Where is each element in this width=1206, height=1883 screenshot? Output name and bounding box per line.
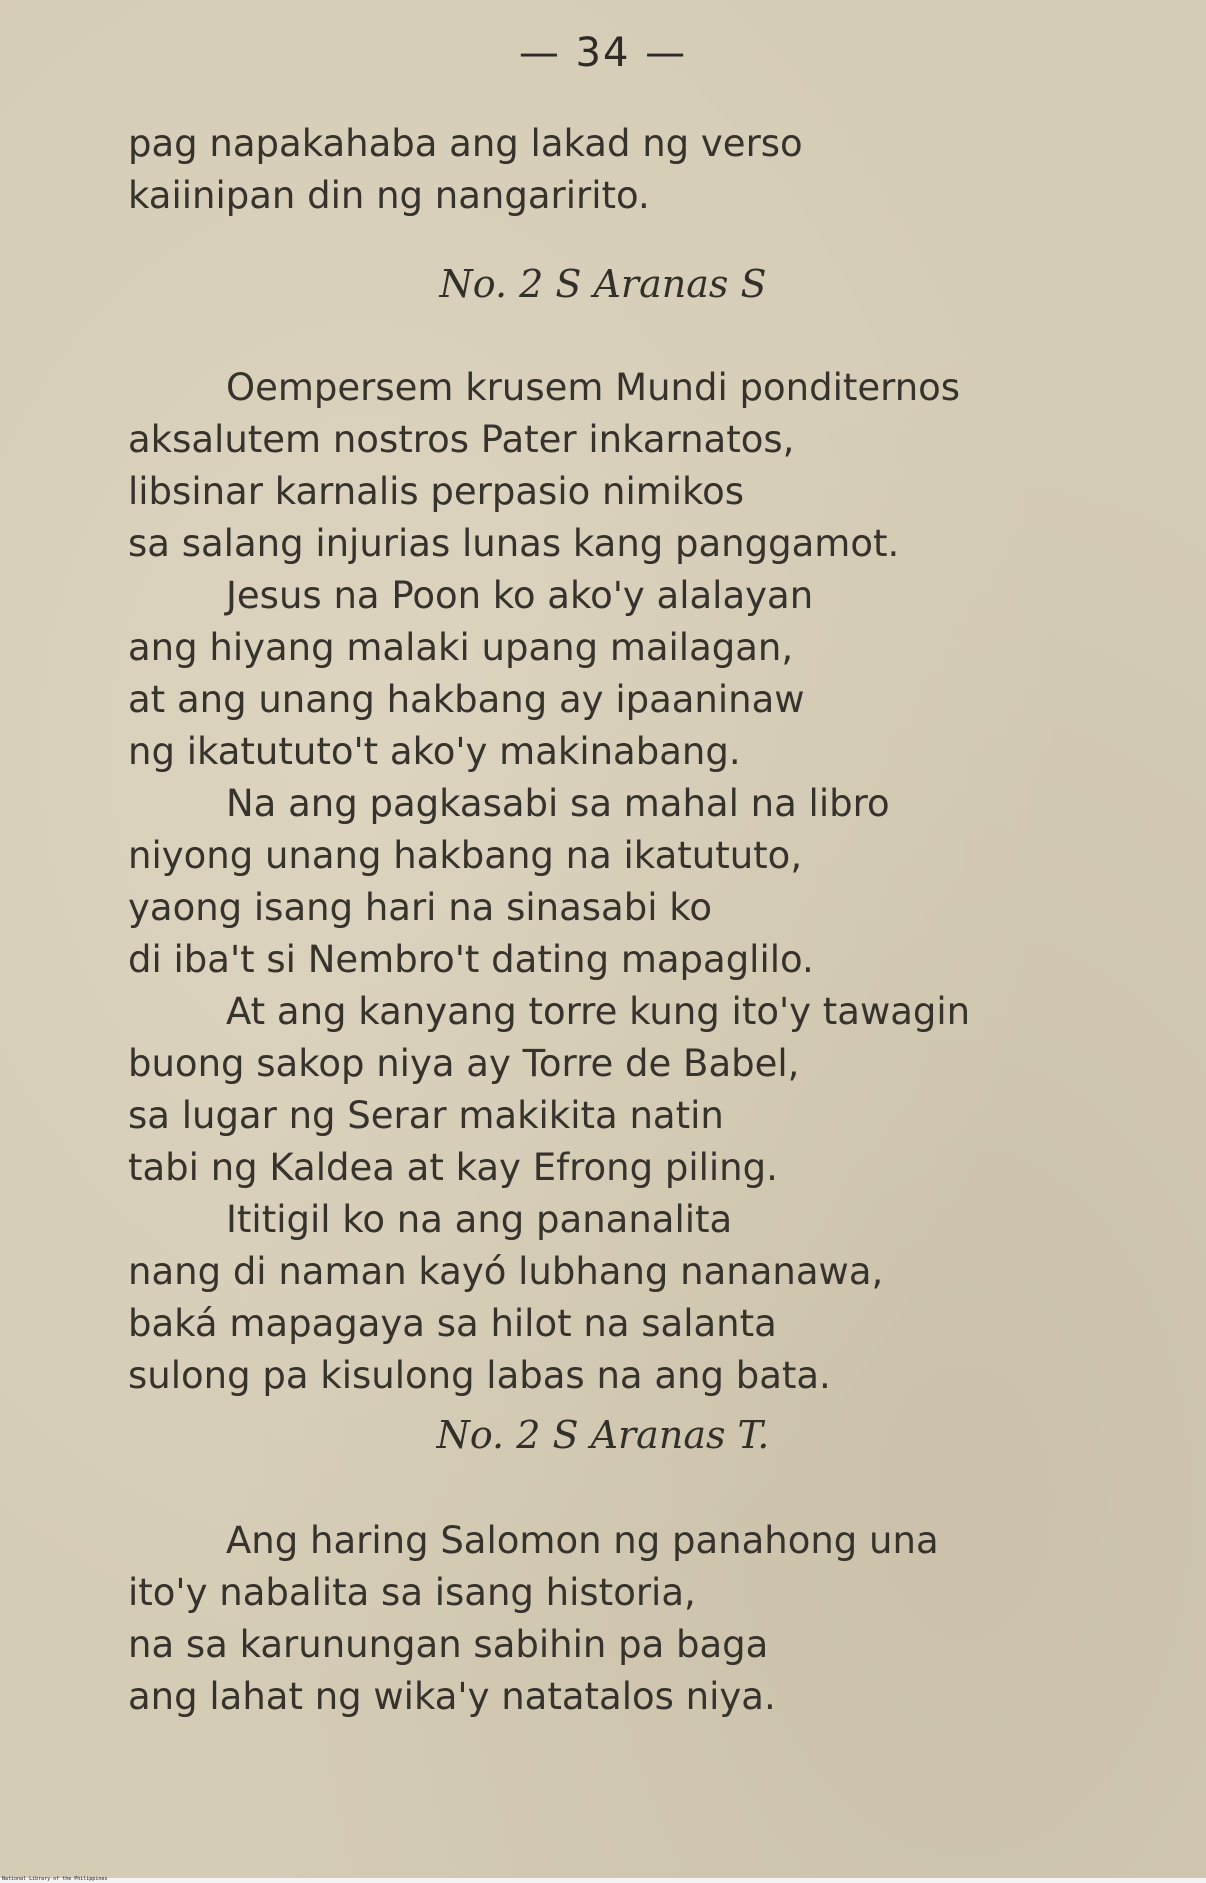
poem-line: di iba't si Nembro't dating mapaglilo.	[128, 938, 814, 981]
poem-section-2	[128, 1515, 1128, 1723]
footer-strip	[0, 1878, 1206, 1883]
poem-line: Oempersem krusem Mundi ponditernos	[226, 366, 961, 409]
section-heading: No. 2 S Aranas T.	[436, 1413, 770, 1457]
poem-line: Na ang pagkasabi sa mahal na libro	[226, 782, 890, 825]
poem-line: tabi ng Kaldea at kay Efrong piling.	[128, 1146, 778, 1189]
library-footer: National Library of the Philippines	[2, 1876, 108, 1882]
poem-line: Ititigil ko na ang pananalita	[226, 1198, 733, 1241]
poem-line: niyong unang hakbang na ikatututo,	[128, 834, 803, 877]
poem-line: aksalutem nostros Pater inkarnatos,	[128, 418, 795, 461]
intro-stanza	[128, 118, 1128, 222]
poem-line: buong sakop niya ay Torre de Babel,	[128, 1042, 800, 1085]
page-number: — 34 —	[518, 30, 688, 76]
poem-section-1	[128, 362, 1128, 1402]
poem-line: baká mapagaya sa hilot na salanta	[128, 1302, 777, 1345]
poem-line: sa lugar ng Serar makikita natin	[128, 1094, 724, 1137]
poem-line: na sa karunungan sabihin pa baga	[128, 1623, 769, 1666]
poem-line: ang lahat ng wika'y natatalos niya.	[128, 1675, 776, 1718]
poem-line: pag napakahaba ang lakad ng verso	[128, 122, 803, 165]
poem-line: sulong pa kisulong labas na ang bata.	[128, 1354, 831, 1397]
poem-line: kaiinipan din ng nangaririto.	[128, 174, 650, 217]
poem-line: At ang kanyang torre kung ito'y tawagin	[226, 990, 971, 1033]
section-heading: No. 2 S Aranas S	[439, 262, 767, 306]
poem-line: ng ikatututo't ako'y makinabang.	[128, 730, 741, 773]
poem-line: Ang haring Salomon ng panahong una	[226, 1519, 939, 1562]
poem-line: libsinar karnalis perpasio nimikos	[128, 470, 745, 513]
poem-line: at ang unang hakbang ay ipaaninaw	[128, 678, 805, 721]
poem-line: ito'y nabalita sa isang historia,	[128, 1571, 696, 1614]
poem-line: sa salang injurias lunas kang panggamot.	[128, 522, 900, 565]
poem-line: yaong isang hari na sinasabi ko	[128, 886, 712, 929]
poem-line: ang hiyang malaki upang mailagan,	[128, 626, 794, 669]
poem-line: Jesus na Poon ko ako'y alalayan	[226, 574, 814, 617]
poem-line: nang di naman kayó lubhang nananawa,	[128, 1250, 884, 1293]
